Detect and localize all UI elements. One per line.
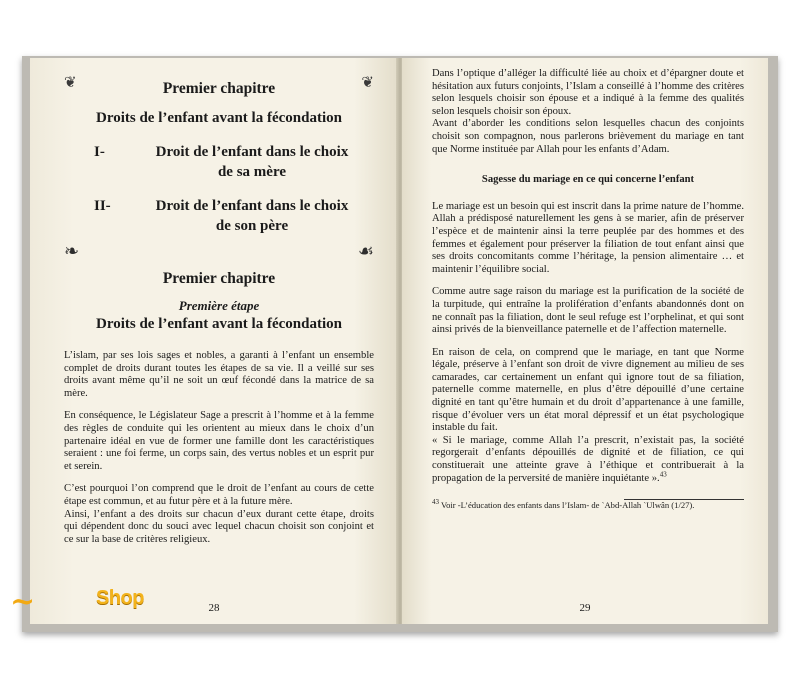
floral-corner-icon: ❧ xyxy=(64,241,80,261)
chapter-heading: Droits de l’enfant avant la fécondation xyxy=(96,316,342,332)
paragraph: En raison de cela, on comprend que le mariage, en tant que Norme légale, préserve à l’enfant son droit de vivre dignement au milieu de ses camarades, car certainement un enfant qui ignore tout de sa filiation, paternelle comme maternelle, en plus d’être dépouillé d’une certaine dignité en tant qu’être humain et du droit d’appartenance à une famille, risque d’évoluer vers un état moral dépressif et un état psychologique instable du fait. xyxy=(432,346,744,434)
paragraph: Dans l’optique d’alléger la difficulté liée au choix et d’épargner doute et hésitation aux futurs conjoints, l’Islam a conseillé à l’homme des critères selon lesquels choisir son épouse et a indiqué à la femme des qualités selon lesquels choisir son époux. xyxy=(432,68,744,117)
paragraph: C’est pourquoi l’on comprend que le droit de l’enfant au cours de cette étape est commun, et au futur père et à la future mère. xyxy=(64,483,374,507)
step-title: Première étape xyxy=(178,298,260,313)
paragraph: Ainsi, l’enfant a des droits sur chacun d’eux durant cette étape, droits qui dépendent donc du souci avec lequel chacun choisit son conjoint et ce sur la base de critères religieux. xyxy=(64,508,374,545)
paragraph: En conséquence, le Législateur Sage a prescrit à l’homme et à la femme des règles de conduite qui les orientent au mieux dans le choix d’un partenaire idéal en vue de former une famille dont les caractéristiques seraient : une foi ferme, un corps sain, des vertus nobles et un esprit pur et serein. xyxy=(64,410,374,472)
page-number: 28 xyxy=(208,602,220,614)
chapter-title: Premier chapitre xyxy=(162,80,276,97)
logo-swoosh-icon: ~ xyxy=(10,584,36,619)
section-title: de sa mère xyxy=(217,164,287,180)
section-title: de son père xyxy=(215,218,289,234)
ornament-icon: ❦ xyxy=(64,75,77,91)
quote: « Si le mariage, comme Allah l’a prescrit, n’existait pas, la société regorgerait d’enfants dépouillés de dignité et de filiation, ce qui constituerait une atteinte grave à l’éthique et contribuerait à la propagation de la perversité de manière inquiétante ».$^{43}$ xyxy=(432,434,744,484)
shop-logo xyxy=(8,582,168,622)
paragraph: Comme autre sage raison du mariage est la purification de la société de la turpitude, qui entraîne la prolifération d’enfants abandonnés dont on ne connaît pas la filiation, dont le seul refuge est l’orphelinat, et qui sont ainsi privés de la bienveillance paternelle et de l’affection maternelle. xyxy=(432,286,744,336)
right-page xyxy=(402,58,768,624)
section-number: I- xyxy=(94,144,105,160)
left-page xyxy=(30,58,398,624)
chapter-title: Premier chapitre xyxy=(162,270,276,287)
footnote: $^{43}$ Voir -L’éducation des enfants dans l’Islam- de `Abd-Allah `Ulwân (1/27). xyxy=(432,498,695,511)
logo-text: Shop xyxy=(96,587,144,609)
chapter-heading: Droits de l’enfant avant la fécondation xyxy=(96,110,342,126)
paragraph: L’islam, par ses lois sages et nobles, a garanti à l’enfant un ensemble complet de droits durant toutes les étapes de sa vie. Il a veillé sur ses droits avant même qu’il ne soit un œuf fécondé dans la matrice de sa mère. xyxy=(64,350,374,399)
section-1 xyxy=(64,142,374,182)
section-heading: Sagesse du mariage en ce qui concerne l’enfant xyxy=(481,174,695,186)
paragraph: Le mariage est un besoin qui est inscrit dans la prime nature de l’homme. Allah a prédisposé naturellement les gens à se marier, afin de préserver l’espèce et de maintenir ainsi la terre peuplée par des hommes et des femmes et également pour préserver la filiation de tout enfant ainsi que ses droits concomitants comme l’héritage, la pension alimentaire … et maintenir l’équilibre social. xyxy=(432,200,744,275)
section-title: Droit de l’enfant dans le choix xyxy=(155,144,349,160)
floral-corner-icon: ☙ xyxy=(357,241,374,261)
paragraph: Avant d’aborder les conditions selon lesquelles chacun des conjoints choisit son compagnon, nous parlerons brièvement du mariage en tant que Norme instituée par Allah pour les enfants d’Adam. xyxy=(432,118,744,155)
ornament-icon: ❦ xyxy=(361,75,374,91)
page-number: 29 xyxy=(579,602,591,614)
section-number: II- xyxy=(94,198,111,214)
footnote-ref: 43 xyxy=(659,470,667,479)
section-title: Droit de l’enfant dans le choix xyxy=(155,198,349,214)
section-2 xyxy=(64,196,374,236)
